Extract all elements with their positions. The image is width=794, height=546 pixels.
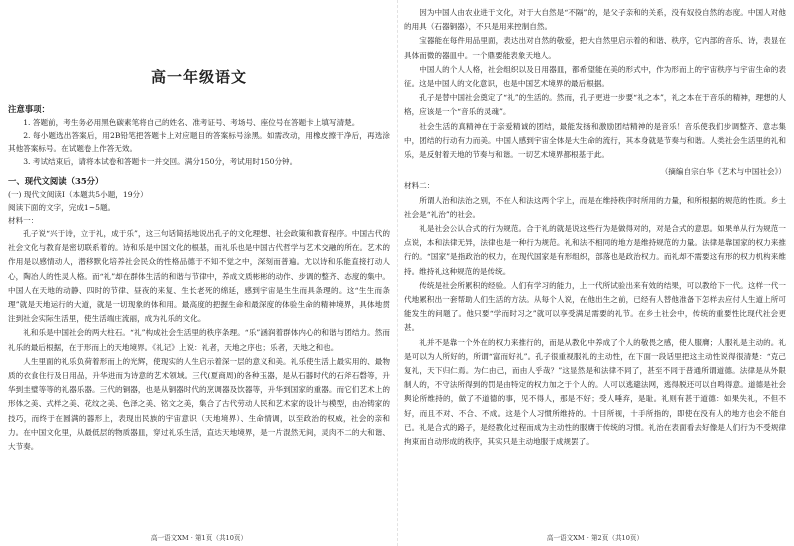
right-paragraph-6: 所谓人治和法治之别，不在人和法这两个字上，而是在维持秩序时所用的力量，和所根据的规范的性质。乡土社会是“礼治”的社会。	[404, 195, 786, 219]
section-heading: 一、现代文阅读（35分）	[8, 176, 104, 186]
right-paragraph-7: 礼是社会公认合式的行为规范。合于礼的就是说这些行为是做得对的，对是合式的意思。如果单从行为规范一点说，本和法律无异，法律也是一种行为规范。礼和法不相同的地方是维持规范的力量。法律是靠国家的权力来推行的。“国家”是指政治的权力，在现代国家是有形组织，部落也是政治权力。而礼却不需要这有形的权力机构来维持。维持礼这种规范的是传统。	[404, 224, 786, 276]
page-footer-left: 高一语文XM · 第1页（共10页）	[150, 534, 248, 542]
right-paragraph-5: 社会生活的真精神在于亲爱精诚的团结，最能发扬和激励团结精神的是音乐！音乐使我们步调整齐、意志集中，团结的行动有力而美。中国人感到宇宙全体是大生命的流行，其本身就是节奏与和谐。人类社会生活里的礼和乐，是反射着天地的节奏与和谐。一切艺术境界都根基于此。	[404, 121, 786, 160]
subsection-heading: (一) 现代文阅读Ⅰ（本题共5小题，19分）	[8, 190, 148, 199]
page-footer-right: 高一语文XM · 第2页（共10页）	[546, 534, 644, 542]
left-paragraph-1: 孔子说“兴于诗，立于礼，成于乐”，这三句话简括地说出孔子的文化理想、社会政策和教育程序。中国古代的社会文化与教育是密切联系着的。诗和乐是中国文化的根基，而礼乐也是中国古代哲学与艺术交融的所在。艺术的作用是以感情动人，潜移默化培养社会民众的性格品德于不知不觉之中，深刻而普遍。尤以诗和乐能直接打动人心，陶冶人的性灵人格。而“礼”却在群体生活的和谐与节律中，养成文质彬彬的动作、步调的整齐、态度的集中。中国人在天地的动静、四时的节律、昼夜的来复、生长老死的绵延，感到宇宙是生生而具条理的。这“生生而条理”就是天地运行的大道，就是一切现象的体和用。最高度的把握生命和最深度的体验生命的精神境界，具体地贯注到社会实际生活里，使生活端庄流丽，成为礼乐的文化。	[8, 229, 390, 324]
right-paragraph-9: 礼并不是靠一个外在的权力来推行的，而是从教化中养成了个人的敬畏之感，使人服膺；人服礼是主动的。礼是可以为人所好的，所谓“富而好礼”。孔子很重视服礼的主动性，在下面一段话里把这主动性说得很清楚：“克己复礼，天下归仁焉。为仁由己，而由人乎哉？”这显然是和法律不同了，甚至不同于普通所谓道德。法律是从外限制人的，不守法所得到的罚是由特定的权力加之于个人的。人可以逃避法网，逃得脱还可以自鸣得意。道德是社会舆论所维持的，做了不道德的事，见不得人，那是不好；受人唾弃，是耻。礼则有甚于道德：如果失礼，不但不好，而且不对、不合、不成。这是个人习惯所维持的。十目所视，十手所指的，即使在没有人的地方也会不能自已。礼是合式的路子，是经教化过程而成为主动性的服膺于传统的习惯。礼治在表面看去好像是人们行为不受规律拘束而自动形成的秩序，其实只是主动地服于成规罢了。	[404, 337, 786, 447]
left-paragraph-2: 礼和乐是中国社会的两大柱石。“礼”构成社会生活里的秩序条理。“乐”涵润着群体内心的和谐与团结力。然而礼乐的最后根据，在于形而上的天地境界。《礼记》上说：礼者，天地之序也；乐者，天地之和也。	[8, 328, 390, 352]
source-citation: （摘编自宗白华《艺术与中国社会》）	[660, 167, 786, 177]
right-paragraph-2: 宝器能在每件用品里面，表达出对自然的敬爱，把大自然里启示着的和谐、秩序，它内部的音乐、诗，表显在具体而微的器皿中。一个鼎要能表象天地人。	[404, 36, 786, 60]
notice-item-1: 1. 答题前，考生务必用黑色碳素笔将自己的姓名、准考证号、考场号、座位号在答题卡上填写清楚。	[23, 118, 360, 127]
right-paragraph-3: 中国人的个人人格，社会组织以及日用器皿，都希望能在美的形式中，作为形而上的宇宙秩序与宇宙生命的表征。这是中国人的文化意识，也是中国艺术境界的最后根据。	[404, 64, 786, 89]
page-left	[8, 0, 390, 546]
notice-heading: 注意事项：	[8, 104, 50, 114]
notice-item-2: 2. 每小题选出答案后，用2B铅笔把答题卡上对应题目的答案标号涂黑。如需改动，用橡皮擦干净后，再选涂其他答案标号。在试题卷上作答无效。	[8, 131, 390, 153]
page-divider	[397, 0, 398, 546]
material-one-label: 材料一：	[8, 216, 39, 225]
material-two-label: 材料二：	[404, 181, 435, 191]
right-paragraph-8: 传统是社会所累积的经验。人们有学习的能力，上一代所试验出来有效的结果，可以教给下一代。这样一代一代地累积出一套帮助人们生活的方法。从每个人说，在他出生之前，已经有人替他准备下怎样去应付人生道上所可能发生的问题了。他只要“学而时习之”就可以享受满足需要的礼节。在乡土社会中，传统的重要性比现代社会更甚。	[404, 280, 786, 333]
page-right	[404, 0, 786, 546]
reading-instruction: 阅读下面的文字，完成1~5题。	[8, 203, 116, 212]
notice-item-3: 3. 考试结束后，请将本试卷和答题卡一并交回。满分150分，考试用时150分钟。	[23, 157, 298, 166]
left-paragraph-3: 人生里面的礼乐负荷着形而上的光辉，使现实的人生启示着深一层的意义和美。礼乐使生活上最实用的、最物质的衣食住行及日用品，升华进而为诗意的艺术领域。三代(夏商周)的各种玉器，是从石器时代的石斧石磬等，升华到圭璧等等的礼器乐器。三代的铜器，也是从铜器时代的烹调器及饮器等，升华到国家的重器。而它们艺术上的形体之美、式样之美、花纹之美、色泽之美、铭文之美，集合了古代劳动人民和艺术家的设计与模型，由冶铸家的技巧，而终于在圆满的器形上，表现出民族的宇宙意识（天地境界）、生命情调，以至政治的权威，社会的亲和力。在中国文化里，从最低层的物质器皿，穿过礼乐生活，直达天地境界，是一片混然无间，灵肉不二的大和谐、大节奏。	[8, 356, 390, 452]
right-paragraph-4: 孔子是替中国社会奠定了“礼”的生活的。然而，孔子更进一步要“礼之本”，礼之本在于音乐的精神，理想的人格，应该是一个“音乐的灵魂”。	[404, 93, 786, 117]
exam-title: 高一年级语文	[150, 68, 247, 86]
right-paragraph-1: 因为中国人由农业进于文化，对于大自然是“不隔”的，是父子亲和的关系，没有奴役自然的态度。中国人对他的用具（石器铜器），不只是用来控制自然。	[404, 8, 786, 32]
